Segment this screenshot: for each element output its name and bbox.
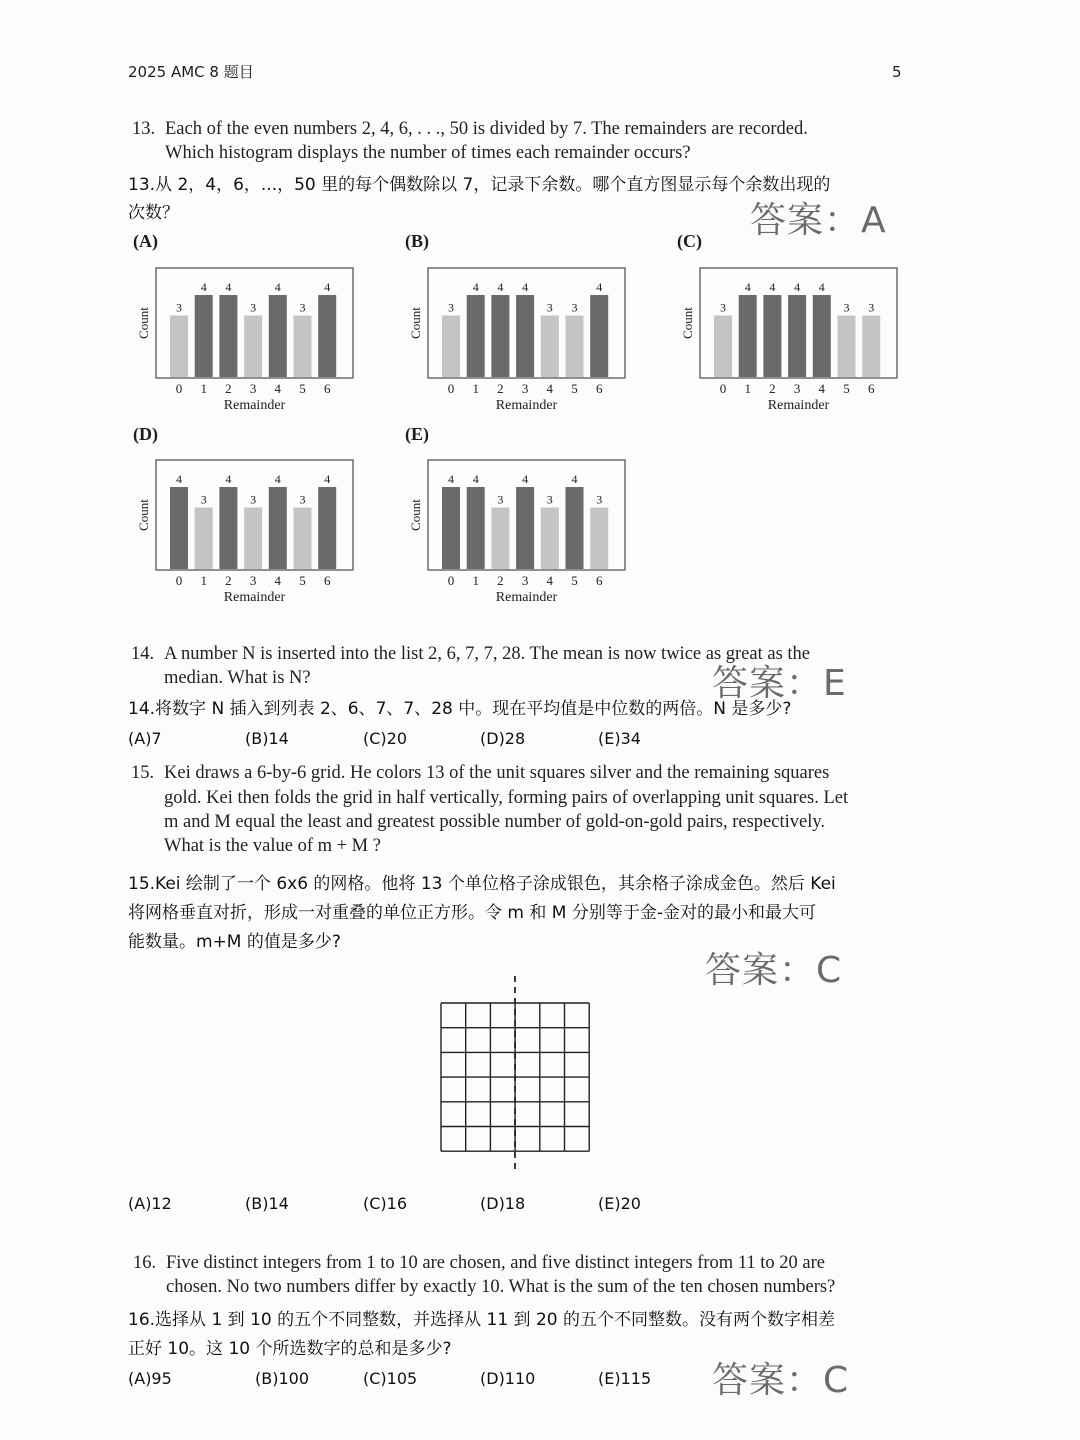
page-number: 5 bbox=[892, 63, 902, 81]
bar-remainder-0 bbox=[714, 316, 732, 378]
data-label: 3 bbox=[546, 300, 553, 315]
bar-remainder-0 bbox=[170, 487, 188, 569]
histogram-a bbox=[130, 260, 370, 420]
data-label: 3 bbox=[546, 492, 553, 507]
bar-remainder-3 bbox=[516, 295, 534, 377]
bar-remainder-4 bbox=[269, 295, 287, 377]
bar-remainder-4 bbox=[813, 295, 831, 377]
q14-choice-a: (A)7 bbox=[128, 729, 162, 748]
data-label: 4 bbox=[324, 280, 331, 294]
q15-cn-line2: 将网格垂直对折，形成一对重叠的单位正方形。令 m 和 M 分别等于金-金对的最小和最大可 bbox=[128, 903, 816, 923]
q15-text-line4: What is the value of m + M ? bbox=[164, 836, 381, 856]
q16-choice-a: (A)95 bbox=[128, 1369, 172, 1388]
bar-remainder-2 bbox=[219, 295, 237, 377]
panel-label-e: (E) bbox=[405, 424, 429, 444]
data-label: 4 bbox=[818, 280, 825, 294]
x-axis-label: Remainder bbox=[495, 398, 558, 413]
bar-remainder-2 bbox=[219, 487, 237, 569]
q15-cn-line3: 能数量。m+M 的值是多少? bbox=[128, 932, 341, 952]
data-label: 3 bbox=[497, 492, 504, 507]
data-label: 4 bbox=[522, 472, 529, 486]
bar-remainder-2 bbox=[763, 295, 781, 377]
data-label: 4 bbox=[472, 280, 479, 294]
q14-choice-b: (B)14 bbox=[245, 729, 289, 748]
data-label: 4 bbox=[176, 472, 182, 486]
q13-cn-line1: 13.从 2，4，6，...，50 里的每个偶数除以 7，记录下余数。哪个直方图显示每个余数出现的 bbox=[128, 175, 831, 195]
q14-text-line2: median. What is N? bbox=[164, 668, 311, 688]
x-tick-label: 1 bbox=[744, 381, 751, 396]
data-label: 3 bbox=[200, 492, 207, 507]
bar-remainder-0 bbox=[170, 316, 188, 378]
x-tick-label: 5 bbox=[299, 573, 306, 588]
bar-remainder-3 bbox=[244, 508, 262, 570]
q16-choice-e: (E)115 bbox=[598, 1369, 652, 1388]
header-title: 2025 AMC 8 题目 bbox=[128, 63, 254, 81]
q16-cn-line2: 正好 10。这 10 个所选数字的总和是多少? bbox=[128, 1339, 452, 1359]
x-tick-label: 5 bbox=[571, 381, 578, 396]
y-axis-label: Count bbox=[408, 307, 423, 339]
data-label: 3 bbox=[299, 492, 306, 507]
x-tick-label: 0 bbox=[719, 381, 727, 396]
panel-label-b: (B) bbox=[405, 231, 429, 251]
q14-choice-e: (E)34 bbox=[598, 729, 641, 748]
q13-cn-line2: 次数？ bbox=[128, 203, 179, 223]
q16-number: 16. bbox=[133, 1253, 157, 1273]
x-axis-label: Remainder bbox=[495, 590, 558, 605]
bar-remainder-4 bbox=[541, 316, 559, 378]
data-label: 3 bbox=[250, 300, 257, 315]
q14-choice-c: (C)20 bbox=[363, 729, 408, 748]
data-label: 4 bbox=[225, 280, 232, 294]
bar-remainder-5 bbox=[566, 487, 584, 569]
x-tick-label: 3 bbox=[521, 573, 529, 588]
data-label: 3 bbox=[596, 492, 603, 507]
bar-remainder-4 bbox=[541, 508, 559, 570]
x-axis-label: Remainder bbox=[767, 398, 830, 413]
x-tick-label: 4 bbox=[274, 573, 282, 588]
q15-number: 15. bbox=[131, 763, 155, 783]
histogram-b bbox=[402, 260, 642, 420]
data-label: 3 bbox=[868, 300, 875, 315]
data-label: 3 bbox=[448, 300, 454, 315]
bar-remainder-5 bbox=[566, 316, 584, 378]
bar-remainder-1 bbox=[195, 508, 213, 570]
q15-text-line3: m and M equal the least and greatest possible number of gold-on-gold pairs, respectively. bbox=[164, 812, 826, 832]
x-tick-label: 3 bbox=[793, 381, 801, 396]
x-tick-label: 4 bbox=[274, 381, 282, 396]
x-tick-label: 3 bbox=[249, 573, 257, 588]
x-tick-label: 4 bbox=[546, 381, 554, 396]
data-label: 4 bbox=[200, 280, 207, 294]
x-tick-label: 2 bbox=[225, 573, 232, 588]
bar-remainder-6 bbox=[590, 508, 608, 570]
x-tick-label: 2 bbox=[769, 381, 776, 396]
x-tick-label: 1 bbox=[200, 573, 207, 588]
bar-remainder-6 bbox=[862, 316, 880, 378]
x-tick-label: 5 bbox=[843, 381, 850, 396]
bar-remainder-2 bbox=[491, 295, 509, 377]
bar-remainder-5 bbox=[294, 508, 312, 570]
data-label: 4 bbox=[472, 472, 479, 486]
panel-label-d: (D) bbox=[133, 424, 158, 444]
q15-cn-line1: 15.Kei 绘制了一个 6x6 的网格。他将 13 个单位格子涂成银色，其余格子涂成金色。然后 Kei bbox=[128, 874, 836, 894]
data-label: 4 bbox=[769, 280, 776, 294]
panel-label-c: (C) bbox=[677, 231, 702, 251]
data-label: 4 bbox=[225, 472, 232, 486]
y-axis-label: Count bbox=[136, 307, 151, 339]
panel-label-a: (A) bbox=[133, 231, 158, 251]
q16-cn-line1: 16.选择从 1 到 10 的五个不同整数，并选择从 11 到 20 的五个不同整数。没有两个数字相差 bbox=[128, 1310, 835, 1330]
q15-text-line1: Kei draws a 6-by-6 grid. He colors 13 of the unit squares silver and the remaining squares bbox=[164, 763, 830, 783]
bar-remainder-3 bbox=[516, 487, 534, 569]
bar-remainder-0 bbox=[442, 316, 460, 378]
data-label: 4 bbox=[497, 280, 504, 294]
q16-choice-d: (D)110 bbox=[480, 1369, 536, 1388]
q15-choice-b: (B)14 bbox=[245, 1194, 289, 1213]
q14-text-line1: A number N is inserted into the list 2, 6, 7, 7, 28. The mean is now twice as great as the bbox=[164, 644, 811, 664]
bar-remainder-5 bbox=[294, 316, 312, 378]
bar-remainder-1 bbox=[467, 487, 485, 569]
data-label: 4 bbox=[571, 472, 578, 486]
q14-answer: 答案：E bbox=[712, 663, 847, 704]
y-axis-label: Count bbox=[408, 499, 423, 531]
data-label: 4 bbox=[522, 280, 529, 294]
x-axis-label: Remainder bbox=[223, 398, 286, 413]
histogram-d bbox=[130, 452, 370, 612]
x-tick-label: 3 bbox=[249, 381, 257, 396]
x-tick-label: 3 bbox=[521, 381, 529, 396]
x-tick-label: 2 bbox=[497, 573, 504, 588]
x-tick-label: 2 bbox=[225, 381, 232, 396]
bar-remainder-1 bbox=[739, 295, 757, 377]
bar-remainder-3 bbox=[788, 295, 806, 377]
q15-choice-c: (C)16 bbox=[363, 1194, 408, 1213]
q16-choice-b: (B)100 bbox=[255, 1369, 309, 1388]
x-tick-label: 4 bbox=[818, 381, 826, 396]
data-label: 4 bbox=[324, 472, 331, 486]
bar-remainder-3 bbox=[244, 316, 262, 378]
data-label: 4 bbox=[596, 280, 603, 294]
x-axis-label: Remainder bbox=[223, 590, 286, 605]
data-label: 3 bbox=[250, 492, 257, 507]
bar-remainder-1 bbox=[195, 295, 213, 377]
bar-remainder-6 bbox=[318, 295, 336, 377]
x-tick-label: 5 bbox=[571, 573, 578, 588]
q15-text-line2: gold. Kei then folds the grid in half vertically, forming pairs of overlapping unit squares. Let bbox=[164, 788, 849, 808]
data-label: 3 bbox=[571, 300, 578, 315]
x-tick-label: 2 bbox=[497, 381, 504, 396]
histogram-e bbox=[402, 452, 642, 612]
x-tick-label: 4 bbox=[546, 573, 554, 588]
q16-choice-c: (C)105 bbox=[363, 1369, 418, 1388]
bar-remainder-2 bbox=[491, 508, 509, 570]
q14-number: 14. bbox=[131, 644, 155, 664]
data-label: 4 bbox=[274, 472, 281, 486]
x-tick-label: 5 bbox=[299, 381, 306, 396]
x-tick-label: 6 bbox=[595, 381, 603, 396]
x-tick-label: 0 bbox=[175, 381, 183, 396]
x-tick-label: 1 bbox=[200, 381, 207, 396]
bar-remainder-4 bbox=[269, 487, 287, 569]
y-axis-label: Count bbox=[136, 499, 151, 531]
fold-grid-figure bbox=[430, 972, 600, 1178]
bar-remainder-1 bbox=[467, 295, 485, 377]
q14-cn: 14.将数字 N 插入到列表 2、6、7、7、28 中。现在平均值是中位数的两倍。N 是多少? bbox=[128, 699, 792, 719]
data-label: 3 bbox=[299, 300, 306, 315]
x-tick-label: 6 bbox=[323, 381, 331, 396]
histogram-c bbox=[674, 260, 914, 420]
q13-text-line2: Which histogram displays the number of times each remainder occurs? bbox=[165, 143, 691, 163]
q13-text-line1: Each of the even numbers 2, 4, 6, . . ., 50 is divided by 7. The remainders are recorded. bbox=[165, 119, 808, 139]
x-tick-label: 0 bbox=[175, 573, 183, 588]
bar-remainder-5 bbox=[838, 316, 856, 378]
q15-answer: 答案：C bbox=[705, 950, 843, 991]
q15-choice-a: (A)12 bbox=[128, 1194, 172, 1213]
x-tick-label: 6 bbox=[323, 573, 331, 588]
bar-remainder-6 bbox=[590, 295, 608, 377]
bar-remainder-0 bbox=[442, 487, 460, 569]
x-tick-label: 1 bbox=[472, 381, 479, 396]
data-label: 3 bbox=[720, 300, 726, 315]
q16-answer: 答案：C bbox=[712, 1360, 850, 1401]
x-tick-label: 6 bbox=[867, 381, 875, 396]
q13-number: 13. bbox=[132, 119, 156, 139]
bar-remainder-6 bbox=[318, 487, 336, 569]
q14-choice-d: (D)28 bbox=[480, 729, 526, 748]
data-label: 4 bbox=[274, 280, 281, 294]
data-label: 4 bbox=[744, 280, 751, 294]
x-tick-label: 0 bbox=[447, 381, 455, 396]
x-tick-label: 6 bbox=[595, 573, 603, 588]
data-label: 4 bbox=[448, 472, 454, 486]
data-label: 3 bbox=[843, 300, 850, 315]
y-axis-label: Count bbox=[680, 307, 695, 339]
q13-answer: 答案：A bbox=[750, 200, 887, 241]
q16-text-line2: chosen. No two numbers differ by exactly 10. What is the sum of the ten chosen numbers? bbox=[166, 1277, 836, 1297]
x-tick-label: 1 bbox=[472, 573, 479, 588]
x-tick-label: 0 bbox=[447, 573, 455, 588]
q15-choice-d: (D)18 bbox=[480, 1194, 526, 1213]
data-label: 4 bbox=[794, 280, 801, 294]
q15-choice-e: (E)20 bbox=[598, 1194, 641, 1213]
data-label: 3 bbox=[176, 300, 182, 315]
q16-text-line1: Five distinct integers from 1 to 10 are chosen, and five distinct integers from 11 to 20 are bbox=[166, 1253, 825, 1273]
